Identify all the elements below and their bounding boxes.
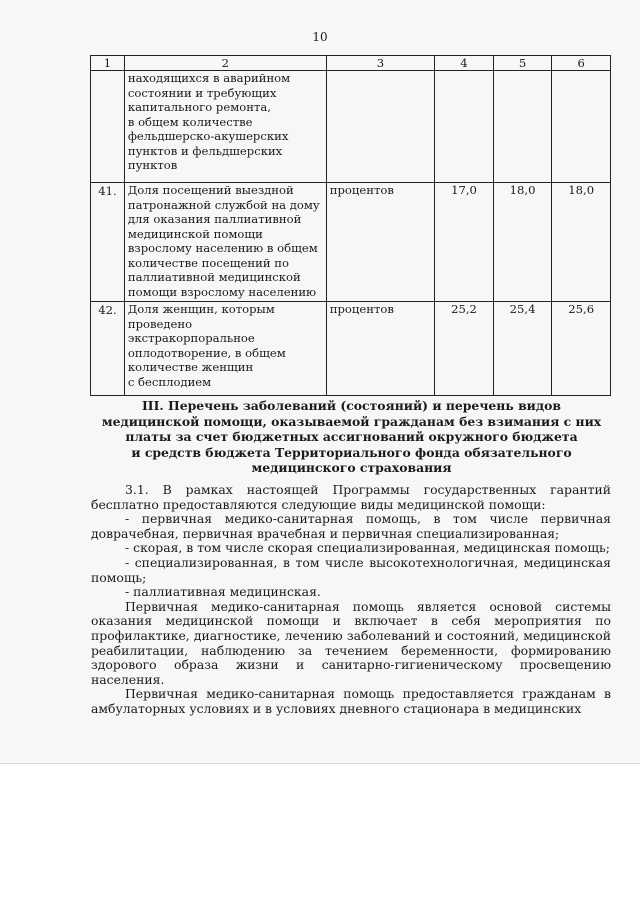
- section-heading-line: платы за счет бюджетных ассигнований окружного бюджета: [125, 429, 578, 444]
- list-item: - первичная медико-санитарная помощь, в том числе первичная доврачебная, первичная врачебная и первичная специализированная;: [91, 511, 611, 541]
- indicator-name-line: количестве посещений по: [127, 255, 289, 270]
- indicator-name-line: капитального ремонта,: [127, 100, 271, 114]
- list-item: - паллиативная медицинская.: [125, 584, 321, 600]
- list-item: - специализированная, в том числе высокотехнологичная, медицинская помощь;: [91, 554, 611, 585]
- section-heading-line: медицинской помощи, оказываемой гражданам без взимания с них: [101, 413, 602, 429]
- section-heading: [95, 398, 608, 476]
- value-cell: 25,2: [435, 302, 494, 396]
- indicator-name-line: находящихся в аварийном: [127, 71, 291, 85]
- indicator-name-line: пунктов: [127, 158, 178, 172]
- table-row: [91, 302, 611, 396]
- column-header: 3: [326, 56, 434, 71]
- table-row: [91, 183, 611, 302]
- section-heading-line: III. Перечень заболеваний (состояний) и перечень видов: [142, 398, 561, 413]
- indicator-name-line: фельдшерско-акушерских: [127, 129, 289, 143]
- indicator-name-line: помощи взрослому населению: [127, 284, 317, 299]
- column-header: 1: [91, 56, 125, 71]
- value-cell: 25,6: [552, 302, 611, 396]
- section-heading-line: и средств бюджета Территориального фонда обязательного: [131, 444, 572, 460]
- value-cell: 25,4: [493, 302, 552, 396]
- indicator-name-line: медицинской помощи: [127, 226, 263, 241]
- value-cell: [435, 71, 494, 183]
- paragraph: Первичная медико-санитарная помощь предоставляется гражданам в амбулаторных условиях и в условиях дневного стационара в медицинских: [91, 686, 611, 716]
- indicator-name-line: патронажной службой на дому: [127, 197, 320, 212]
- column-header: 6: [552, 56, 611, 71]
- indicator-name-line: взрослому населению в общем: [127, 241, 318, 255]
- column-header: 5: [493, 56, 552, 71]
- list-item: - скорая, в том числе скорая специализированная, медицинская помощь;: [125, 540, 610, 556]
- indicator-name-line: Доля женщин, которым: [127, 302, 275, 316]
- indicator-name-line: состоянии и требующих: [127, 85, 277, 100]
- value-cell: 18,0: [493, 183, 552, 302]
- value-cell: [493, 71, 552, 183]
- row-number: 41.: [91, 183, 125, 302]
- table-row: [91, 71, 611, 183]
- unit-cell: процентов: [326, 302, 434, 396]
- table-header-row: [91, 56, 611, 71]
- indicator-name: [124, 71, 326, 183]
- unit-cell: [326, 71, 434, 183]
- paragraph: Первичная медико-санитарная помощь является основой системы оказания медицинской помощи и включает в себя мероприятия по профилактике, диагностике, лечению заболеваний и состояний, медицинской реабилитации, наблюдению за течением беременности, формированию здорового образа жизни и санитарно-гигиеническому просвещению населения.: [91, 598, 611, 687]
- indicator-name-line: количестве женщин: [127, 360, 254, 374]
- column-header: 2: [124, 56, 326, 71]
- indicator-name-line: Доля посещений выездной: [127, 183, 294, 197]
- paragraph: 3.1. В рамках настоящей Программы государственных гарантий бесплатно предоставляются следующие виды медицинской помощи:: [91, 482, 611, 512]
- indicator-name-line: для оказания паллиативной: [127, 212, 302, 226]
- value-cell: 18,0: [552, 183, 611, 302]
- section-heading-line: медицинского страхования: [251, 460, 452, 475]
- column-header: 4: [435, 56, 494, 71]
- indicators-table: [90, 55, 611, 396]
- unit-cell: процентов: [326, 183, 434, 302]
- value-cell: [552, 71, 611, 183]
- indicator-name-line: паллиативной медицинской: [127, 270, 301, 284]
- row-number: 42.: [91, 302, 125, 396]
- indicator-name-line: пунктов и фельдшерских: [127, 143, 283, 158]
- row-number: [91, 71, 125, 183]
- indicator-name: [124, 183, 326, 302]
- value-cell: 17,0: [435, 183, 494, 302]
- indicator-name-line: в общем количестве: [127, 114, 253, 129]
- indicator-name-line: оплодотворение, в общем: [127, 345, 286, 360]
- indicator-name-line: проведено: [127, 316, 193, 331]
- indicator-name: [124, 302, 326, 396]
- indicator-name-line: экстракорпоральное: [127, 331, 255, 345]
- indicator-name-line: с бесплодием: [127, 374, 212, 389]
- page-number: 10: [312, 30, 328, 44]
- body-text: [91, 483, 611, 717]
